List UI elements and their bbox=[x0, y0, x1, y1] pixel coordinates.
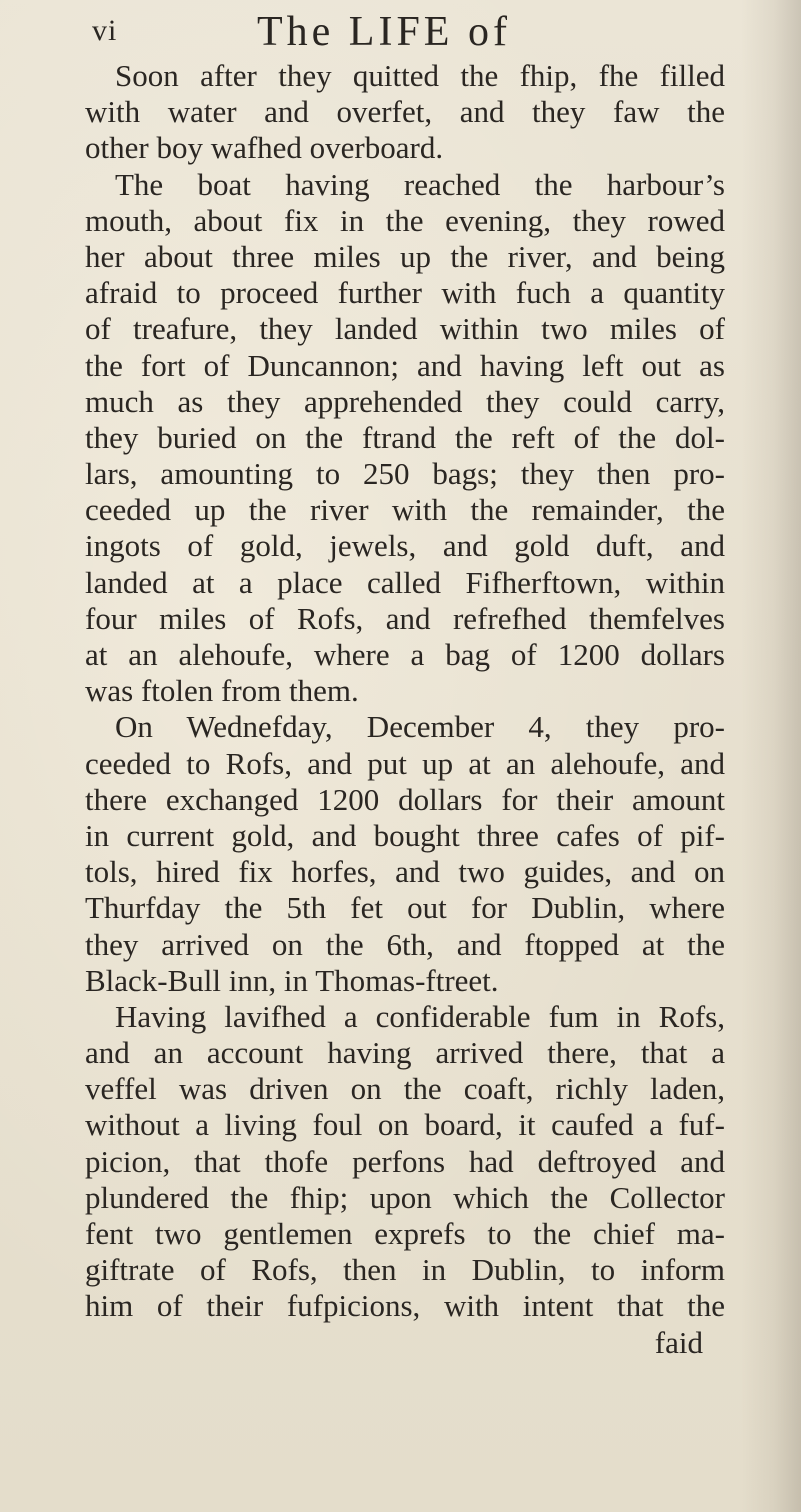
text-line: other boy wafhed overboard. bbox=[85, 130, 444, 166]
text-line: mouth, about fix in the evening, they rowed bbox=[85, 202, 725, 238]
text-line: they arrived on the 6th, and ftopped at the bbox=[85, 926, 725, 962]
text-line: much as they apprehended they could carry, bbox=[85, 383, 725, 419]
text-line: afraid to proceed further with fuch a quantity bbox=[85, 275, 725, 311]
text-line: tols, hired fix horfes, and two guides, and on bbox=[85, 854, 725, 890]
page-edge-shadow bbox=[741, 0, 801, 1512]
text-line: lars, amounting to 250 bags; they then pro- bbox=[85, 456, 725, 492]
text-line: plundered the fhip; upon which the Collector bbox=[85, 1179, 725, 1215]
page-header bbox=[92, 8, 732, 56]
text-line: was ftolen from them. bbox=[85, 673, 359, 709]
text-line: four miles of Rofs, and refrefhed themfelves bbox=[85, 600, 725, 636]
text-line: at an alehoufe, where a bag of 1200 dollars bbox=[85, 637, 725, 672]
text-line: ingots of gold, jewels, and gold duft, and bbox=[85, 528, 725, 564]
text-line: fent two gentlemen exprefs to the chief ma- bbox=[85, 1216, 725, 1251]
text-line: there exchanged 1200 dollars for their amount bbox=[85, 781, 725, 817]
text-line: picion, that thofe perfons had deftroyed and bbox=[85, 1143, 725, 1179]
text-line: without a living foul on board, it caufed a fuf- bbox=[85, 1107, 725, 1143]
text-line: On Wednefday, December 4, they pro- bbox=[115, 709, 725, 745]
text-line: giftrate of Rofs, then in Dublin, to inform bbox=[85, 1252, 725, 1288]
body-text bbox=[85, 58, 725, 1361]
text-line: Having lavifhed a confiderable fum in Rofs, bbox=[115, 998, 725, 1034]
text-line: of treafure, they landed within two miles of bbox=[85, 311, 725, 347]
text-line: in current gold, and bought three cafes of pif- bbox=[85, 817, 725, 853]
running-title: The LIFE of bbox=[257, 9, 511, 55]
page-folio: vi bbox=[92, 14, 118, 47]
text-line: him of their fufpicions, with intent that the bbox=[85, 1288, 725, 1324]
text-line: veffel was driven on the coaft, richly laden, bbox=[85, 1071, 725, 1107]
text-line: ceeded up the river with the remainder, the bbox=[85, 492, 725, 528]
text-line: her about three miles up the river, and being bbox=[85, 238, 725, 274]
text-line: ceeded to Rofs, and put up at an alehoufe, and bbox=[85, 745, 725, 781]
text-line: Black-Bull inn, in Thomas-ftreet. bbox=[85, 962, 499, 998]
text-line: Thurfday the 5th fet out for Dublin, where bbox=[85, 890, 725, 926]
text-line: The boat having reached the harbour’s bbox=[115, 166, 725, 202]
text-line: the fort of Duncannon; and having left out as bbox=[85, 347, 725, 383]
text-line: landed at a place called Fifherftown, within bbox=[85, 564, 725, 600]
text-line: and an account having arrived there, that a bbox=[85, 1035, 725, 1071]
text-line: Soon after they quitted the fhip, fhe filled bbox=[115, 58, 725, 93]
text-line: faid bbox=[654, 1324, 703, 1360]
text-line: they buried on the ftrand the reft of the dol- bbox=[85, 419, 725, 455]
text-line: with water and overfet, and they faw the bbox=[85, 94, 725, 130]
